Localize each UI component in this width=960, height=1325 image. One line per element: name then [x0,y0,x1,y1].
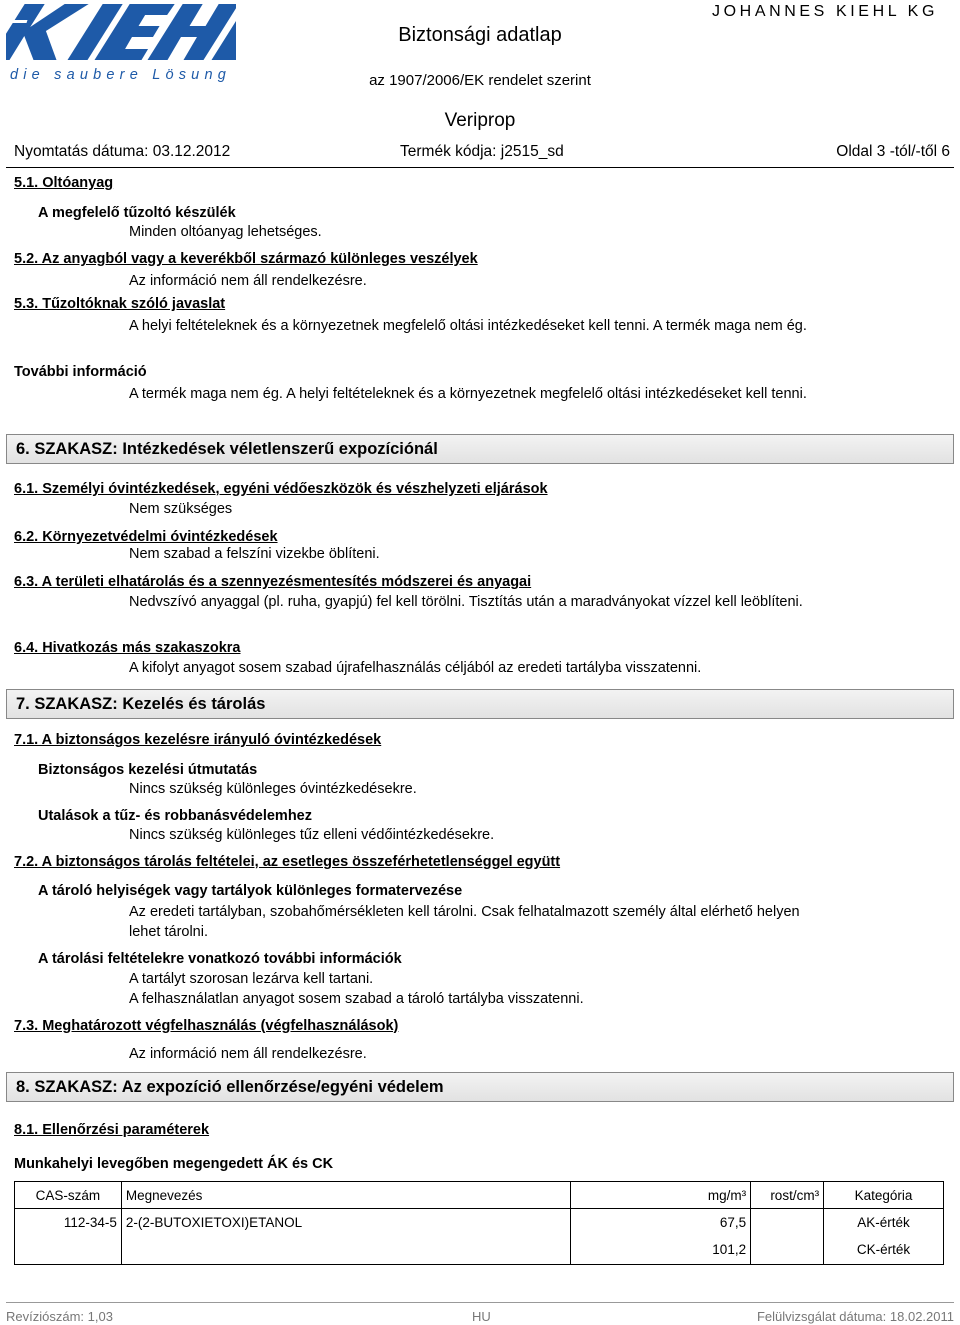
cell-name [121,1235,570,1265]
review-date: Felülvizsgálat dátuma: 18.02.2011 [756,1309,954,1324]
subsection-7-1: 7.1. A biztonságos kezelésre irányuló óvintézkedések [14,732,382,748]
hazards-text: Az információ nem áll rendelkezésre. [129,273,367,289]
cell-cas: 112-34-5 [15,1209,122,1236]
subsection-7-2: 7.2. A biztonságos tárolás feltételei, az esetleges összeférhetetlenséggel együtt [14,854,561,870]
print-date: Nyomtatás dátuma: 03.12.2012 [14,143,231,160]
safe-handling-label: Biztonságos kezelési útmutatás [38,762,258,778]
section-6-header [6,434,954,464]
document-title: Biztonsági adatlap [398,24,562,46]
section-8-header [6,1072,954,1102]
exposure-limits-table [14,1181,944,1265]
subsection-5-3: 5.3. Tűzoltóknak szóló javaslat [14,296,226,312]
table-header-row [15,1182,944,1209]
col-name: Megnevezés [121,1182,570,1209]
section-6-title: 6. SZAKASZ: Intézkedések véletlenszerű expozíciónál [16,440,438,458]
col-category: Kategória [824,1182,944,1209]
subsection-6-4: 6.4. Hivatkozás más szakaszokra [14,640,241,656]
fire-protection-text: Nincs szükség különleges tűz elleni védőintézkedésekre. [129,827,495,843]
cell-fibres [751,1209,824,1236]
subsection-5-1: 5.1. Oltóanyag [14,175,114,191]
language-code: HU [472,1309,491,1324]
storage-conditions-label: A tárolási feltételekre vonatkozó további információk [38,951,402,967]
col-fibres: rost/cm³ [751,1182,824,1209]
cell-category: AK-érték [824,1209,944,1236]
regulation-reference: az 1907/2006/EK rendelet szerint [369,72,591,89]
cell-cas [15,1235,122,1265]
end-use-text: Az információ nem áll rendelkezésre. [129,1046,367,1062]
cell-mgm3: 101,2 [571,1235,751,1265]
cell-category: CK-érték [824,1235,944,1265]
subsection-6-3: 6.3. A területi elhatárolás és a szennyezésmentesítés módszerei és anyagai [14,574,532,590]
extinguisher-label: A megfelelő tűzoltó készülék [38,205,236,221]
cell-name: 2-(2-BUTOXIETOXI)ETANOL [121,1209,570,1236]
product-code: Termék kódja: j2515_sd [400,143,564,160]
safe-handling-text: Nincs szükség különleges óvintézkedésekre. [129,781,417,797]
logo-tagline: die saubere Lösung [10,67,231,82]
col-mgm3: mg/m³ [571,1182,751,1209]
subsection-5-2: 5.2. Az anyagból vagy a keverékből származó különleges veszélyek [14,251,478,267]
extinguisher-text: Minden oltóanyag lehetséges. [129,224,322,240]
page-footer [6,1303,954,1323]
exposure-limits-title: Munkahelyi levegőben megengedett ÁK és CK [14,1156,334,1172]
section-7-header [6,689,954,719]
table-row [15,1235,944,1265]
further-info-text: A termék maga nem ég. A helyi feltételeknek és a környezetnek megfelelő oltási intézkedéseket kell tenni. [129,386,807,402]
table-row [15,1209,944,1236]
containment-text: Nedvszívó anyaggal (pl. ruha, gyapjú) fel kell törölni. Tisztítás után a maradványokat vízzel kell leöblíteni. [129,594,803,610]
storage-conditions-text-2: A felhasználatlan anyagot sosem szabad a tároló tartályba visszatenni. [129,991,584,1007]
environmental-precautions-text: Nem szabad a felszíni vizekbe öblíteni. [129,546,380,562]
firefighter-advice-text: A helyi feltételeknek és a környezetnek megfelelő oltási intézkedéseket kell tenni. A termék maga nem ég. [129,318,807,334]
cell-fibres [751,1235,824,1265]
col-cas: CAS-szám [15,1182,122,1209]
personal-precautions-text: Nem szükséges [129,501,233,517]
subsection-8-1: 8.1. Ellenőrzési paraméterek [14,1122,210,1138]
cell-mgm3: 67,5 [571,1209,751,1236]
section-7-title: 7. SZAKASZ: Kezelés és tárolás [16,695,266,713]
storage-room-text: Az eredeti tartályban, szobahőmérsékleten kell tárolni. Csak felhatalmazott személy által elérhető helyen lehet tárolni. [129,904,800,940]
storage-conditions-text-1: A tartályt szorosan lezárva kell tartani. [129,971,374,987]
product-name: Veriprop [444,110,516,131]
other-sections-text: A kifolyt anyagot sosem szabad újrafelhasználás céljából az eredeti tartályba visszatenni. [129,660,702,676]
section-8-title: 8. SZAKASZ: Az expozíció ellenőrzése/egyéni védelem [16,1078,444,1096]
document-meta-row [14,143,950,163]
storage-room-label: A tároló helyiségek vagy tartályok különleges formatervezése [38,883,463,899]
subsection-6-1: 6.1. Személyi óvintézkedések, egyéni védőeszközök és vészhelyzeti eljárások [14,481,548,497]
fire-protection-label: Utalások a tűz- és robbanásvédelemhez [38,808,312,824]
subsection-6-2: 6.2. Környezetvédelmi óvintézkedések [14,529,278,545]
subsection-7-3: 7.3. Meghatározott végfelhasználás (végfelhasználások) [14,1018,399,1034]
further-info-label: További információ [14,364,147,380]
header-divider [6,167,954,168]
page-number: Oldal 3 -tól/-től 6 [836,143,950,160]
company-name: JOHANNES KIEHL KG [712,3,938,20]
revision-number: Revíziószám: 1,03 [6,1309,113,1324]
